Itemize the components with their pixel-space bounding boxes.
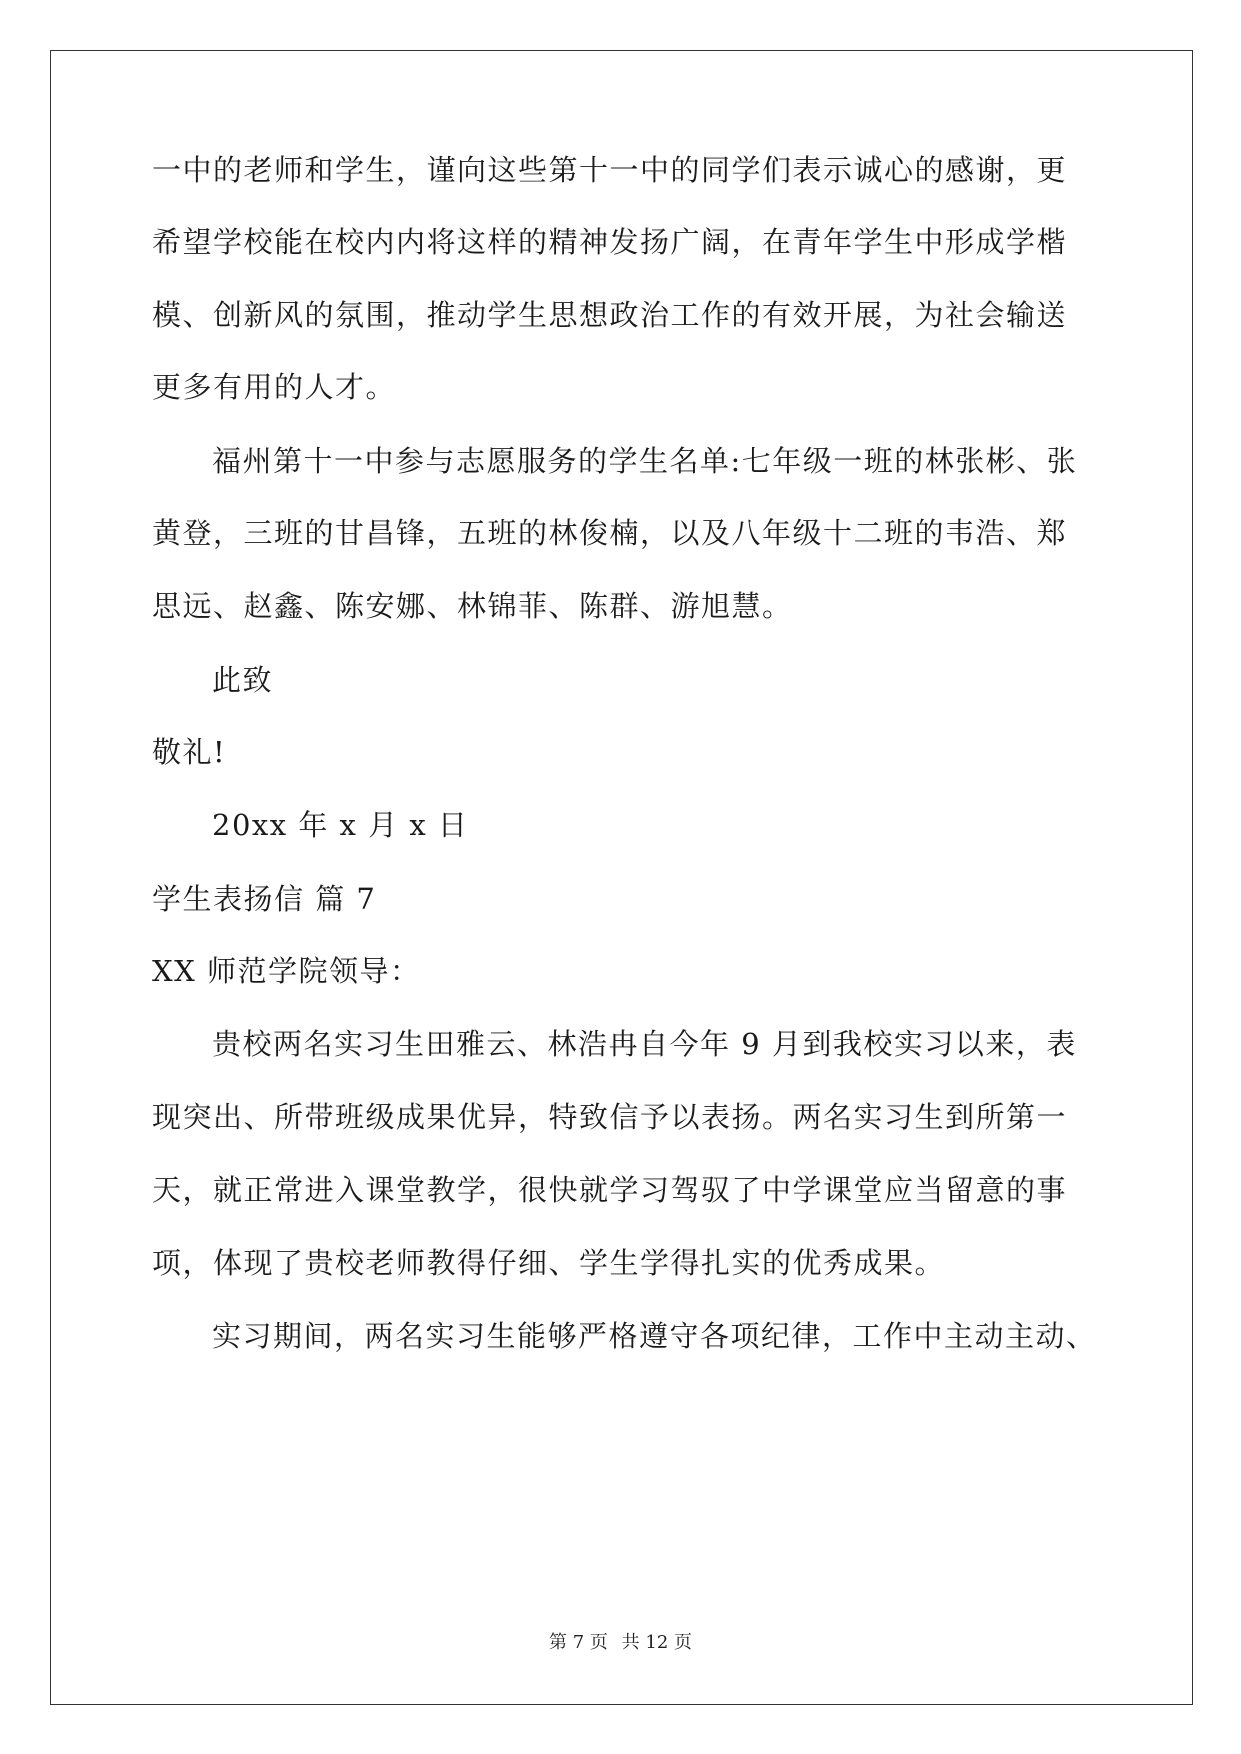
page-total: 共 12 页 — [621, 1632, 692, 1653]
page-footer — [0, 1631, 1241, 1655]
letter-recipient: XX 师范学院领导： — [152, 954, 421, 988]
paragraph-line: 福州第十一中参与志愿服务的学生名单:七年级一班的林张彬、张 — [212, 444, 1078, 478]
paragraph-line: 项，体现了贵校老师教得仔细、学生学得扎实的优秀成果。 — [152, 1246, 946, 1280]
paragraph-line: 贵校两名实习生田雅云、林浩冉自今年 9 月到我校实习以来，表 — [212, 1027, 1077, 1061]
paragraph-line: 现突出、所带班级成果优异，特致信予以表扬。两名实习生到所第一 — [152, 1100, 1068, 1134]
letter-date: 20xx 年 x 月 x 日 — [212, 808, 469, 842]
paragraph-line: 黄登，三班的甘昌锋，五班的林俊楠，以及八年级十二班的韦浩、郑 — [152, 516, 1068, 550]
paragraph-line: 思远、赵鑫、陈安娜、林锦菲、陈群、游旭慧。 — [152, 589, 793, 623]
page-number: 第 7 页 — [549, 1632, 608, 1653]
section-title: 学生表扬信 篇 7 — [152, 882, 377, 916]
paragraph-line: 希望学校能在校内内将这样的精神发扬广阔，在青年学生中形成学楷 — [152, 225, 1068, 259]
paragraph-line: 天，就正常进入课堂教学，很快就学习驾驭了中学课堂应当留意的事 — [152, 1173, 1068, 1207]
paragraph-line: 实习期间，两名实习生能够严格遵守各项纪律，工作中主动主动、 — [212, 1319, 1097, 1353]
paragraph-line: 更多有用的人才。 — [152, 370, 397, 404]
paragraph-line: 模、创新风的氛围，推动学生思想政治工作的有效开展，为社会输送 — [152, 298, 1068, 332]
closing-salutation: 此致 — [212, 663, 274, 697]
paragraph-line: 一中的老师和学生，谨向这些第十一中的同学们表示诚心的感谢，更 — [152, 153, 1068, 187]
closing-regards: 敬礼! — [152, 735, 227, 769]
